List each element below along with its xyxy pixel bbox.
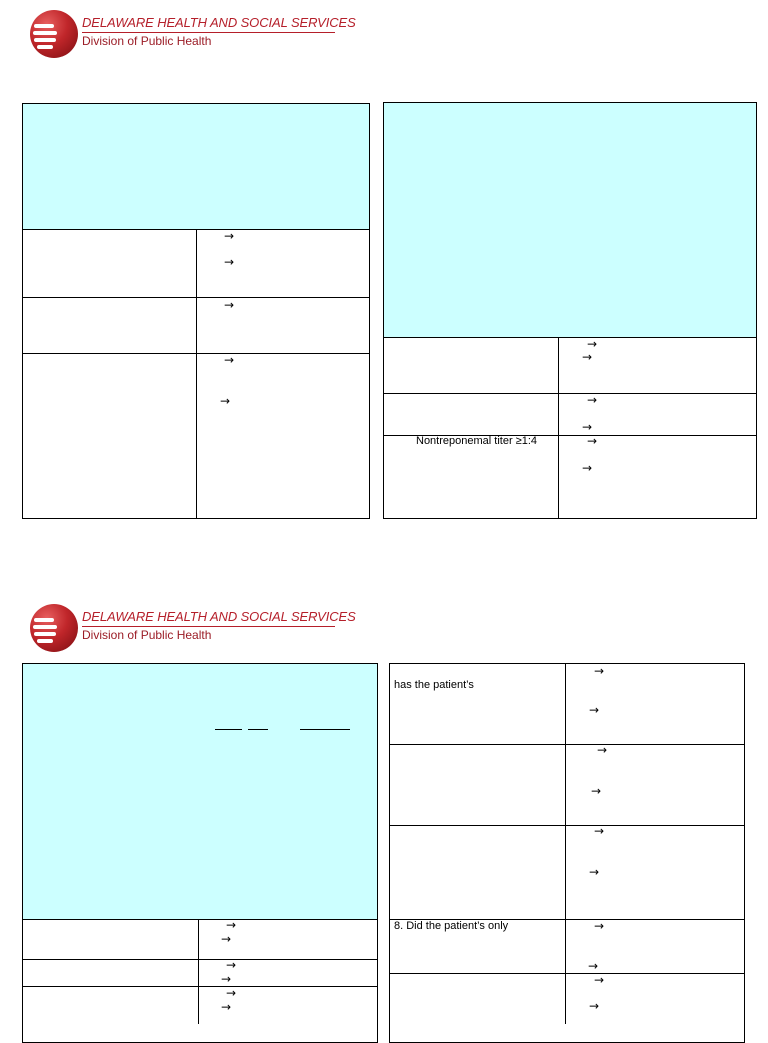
p2-right-row-line [389,825,745,826]
p2-left-row-line [22,986,378,987]
p1-right-row3-label: Nontreponemal titer ≥1:4 [416,435,537,447]
arrow-icon: → [582,420,593,434]
dhss-emblem-icon [30,10,78,58]
arrow-icon: → [594,824,605,838]
p1-left-row-line [22,297,370,298]
blank-line [248,729,268,730]
agency-name: DELAWARE HEALTH AND SOCIAL SERVICES [82,609,356,624]
agency-logo [30,600,356,658]
arrow-icon: → [582,461,593,475]
agency-logo [30,6,356,64]
p2-right-row1-label: has the patient’s [394,679,474,691]
arrow-icon: → [594,664,605,678]
p1-right-table [383,102,757,519]
arrow-icon: → [589,865,600,879]
arrow-icon: → [224,255,235,269]
p1-right-row-line [383,393,757,394]
arrow-icon: → [226,986,237,1000]
arrow-icon: → [594,973,605,987]
blank-line [215,729,242,730]
agency-name: DELAWARE HEALTH AND SOCIAL SERVICES [82,15,356,30]
division-name: Division of Public Health [82,628,212,642]
arrow-icon: → [221,1000,232,1014]
blank-line [300,729,350,730]
p1-left-row-line [22,353,370,354]
logo-rule [82,626,335,627]
arrow-icon: → [220,394,231,408]
logo-rule [82,32,335,33]
arrow-icon: → [226,918,237,932]
p2-right-row-line [389,973,745,974]
arrow-icon: → [589,703,600,717]
division-name: Division of Public Health [82,34,212,48]
p2-right-divider [565,663,566,1024]
arrow-icon: → [224,229,235,243]
arrow-icon: → [594,919,605,933]
arrow-icon: → [588,959,599,973]
p1-right-divider [558,337,559,519]
arrow-icon: → [221,972,232,986]
arrow-icon: → [587,434,598,448]
arrow-icon: → [224,298,235,312]
arrow-icon: → [597,743,608,757]
arrow-icon: → [591,784,602,798]
arrow-icon: → [589,999,600,1013]
arrow-icon: → [226,958,237,972]
p2-right-row4-label: 8. Did the patient’s only [394,920,509,932]
arrow-icon: → [582,350,593,364]
arrow-icon: → [224,353,235,367]
dhss-emblem-icon [30,604,78,652]
p2-left-row-line [22,959,378,960]
arrow-icon: → [587,337,598,351]
p1-left-divider [196,229,197,519]
arrow-icon: → [587,393,598,407]
p2-right-table [389,663,745,1043]
p2-right-row-line [389,744,745,745]
arrow-icon: → [221,932,232,946]
p2-left-divider [198,919,199,1024]
